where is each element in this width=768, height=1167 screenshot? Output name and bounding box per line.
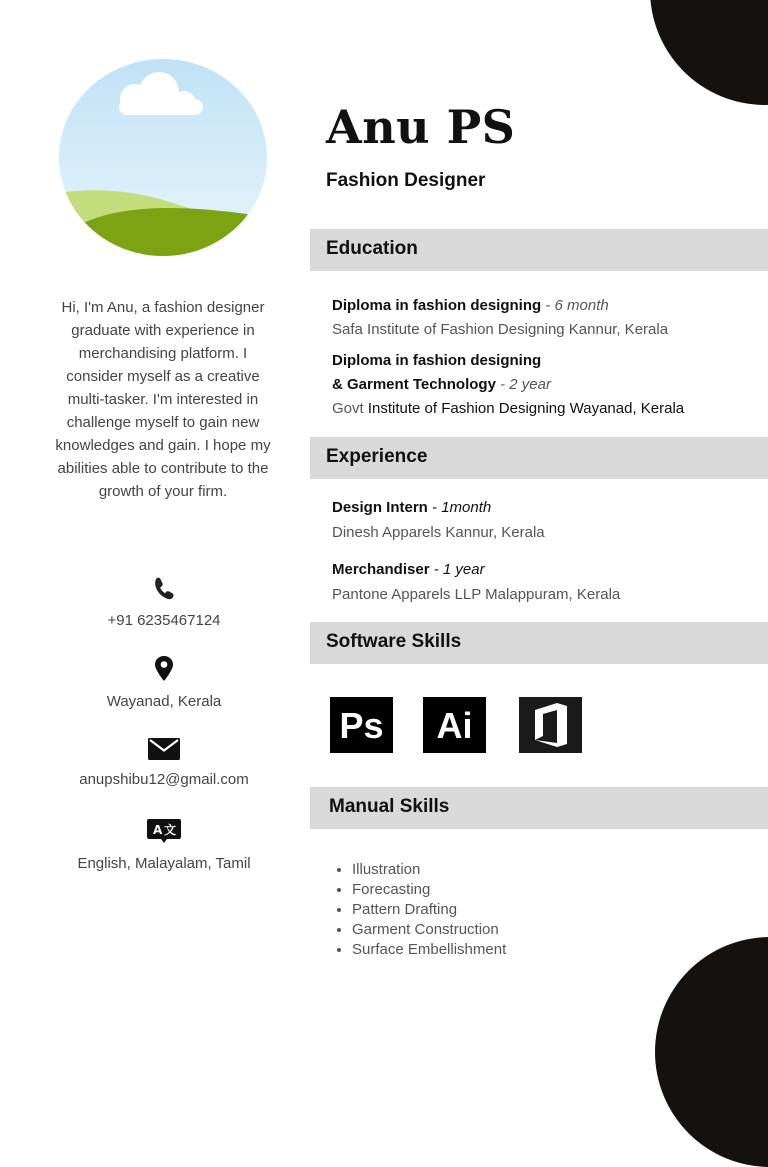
- office-icon: [519, 697, 582, 753]
- experience-title: Experience: [326, 446, 428, 467]
- photoshop-label: Ps: [339, 705, 384, 746]
- experience-role: Merchandiser: [332, 561, 430, 578]
- education-degree: Diploma in fashion designing: [332, 297, 542, 314]
- location-pin-icon: [144, 654, 184, 684]
- landscape-placeholder-icon: [59, 59, 267, 256]
- illustrator-label: Ai: [436, 705, 473, 746]
- list-item: • Garment Construction: [352, 920, 506, 940]
- education-item-2-heading-line2: [332, 376, 551, 393]
- education-duration: - 2 year: [500, 376, 551, 393]
- institute-name: Institute of Fashion Designing Wayanad, Kerala: [367, 400, 685, 417]
- corner-circle-top: [650, 0, 768, 105]
- education-header: [310, 229, 768, 271]
- manual-skills-title: Manual Skills: [329, 796, 450, 817]
- translate-icon: [144, 815, 184, 845]
- languages-text: English, Malayalam, Tamil: [77, 855, 251, 872]
- education-item-1-heading: [332, 297, 609, 314]
- experience-item-2-heading: [332, 561, 485, 578]
- list-item: • Surface Embellishment: [352, 940, 506, 960]
- manual-skills-header: [310, 787, 768, 829]
- experience-duration: - 1 year: [433, 561, 485, 578]
- software-skills-title: Software Skills: [326, 631, 462, 652]
- education-institute: Safa Institute of Fashion Designing Kannur, Kerala: [332, 321, 669, 338]
- experience-company: Dinesh Apparels Kannur, Kerala: [332, 524, 545, 541]
- svg-text:文: 文: [164, 823, 177, 837]
- experience-item-1-heading: [332, 499, 491, 516]
- phone-text: +91 6235467124: [107, 612, 221, 629]
- education-degree: & Garment Technology: [332, 376, 496, 393]
- phone-icon: [144, 574, 184, 604]
- list-item: • Pattern Drafting: [352, 900, 506, 920]
- education-title: Education: [326, 238, 418, 259]
- list-item: • Illustration: [352, 860, 506, 880]
- location-text: Wayanad, Kerala: [106, 693, 222, 710]
- job-title: Fashion Designer: [326, 170, 486, 191]
- education-duration: - 6 month: [545, 297, 609, 314]
- experience-company: Pantone Apparels LLP Malappuram, Kerala: [332, 586, 621, 603]
- corner-circle-bottom: [655, 937, 768, 1167]
- education-degree: Diploma in fashion designing: [332, 352, 542, 369]
- institute-prefix: Govt: [332, 400, 368, 417]
- person-name: Anu PS: [326, 100, 516, 154]
- mail-icon: [144, 734, 184, 764]
- manual-skills-list: [332, 860, 506, 960]
- list-item: • Forecasting: [352, 880, 506, 900]
- illustrator-icon: [423, 697, 486, 753]
- education-item-2-heading-line1: [332, 352, 541, 369]
- about-text: Hi, I'm Anu, a fashion designer graduate with experience in merchandising platform. I consider myself as a creative multi-tasker. I'm interested in challenge myself to gain new knowledges and gain. I hope my abilities able to contribute to the growth of your firm.: [55, 299, 271, 500]
- profile-picture: [59, 59, 267, 256]
- svg-text:A: A: [153, 823, 163, 837]
- photoshop-icon: [330, 697, 393, 753]
- experience-duration: - 1month: [432, 499, 492, 516]
- experience-header: [310, 437, 768, 479]
- experience-role: Design Intern: [332, 499, 428, 516]
- education-institute: [332, 400, 684, 417]
- software-skills-header: [310, 622, 768, 664]
- email-text[interactable]: anupshibu12@gmail.com: [79, 771, 249, 788]
